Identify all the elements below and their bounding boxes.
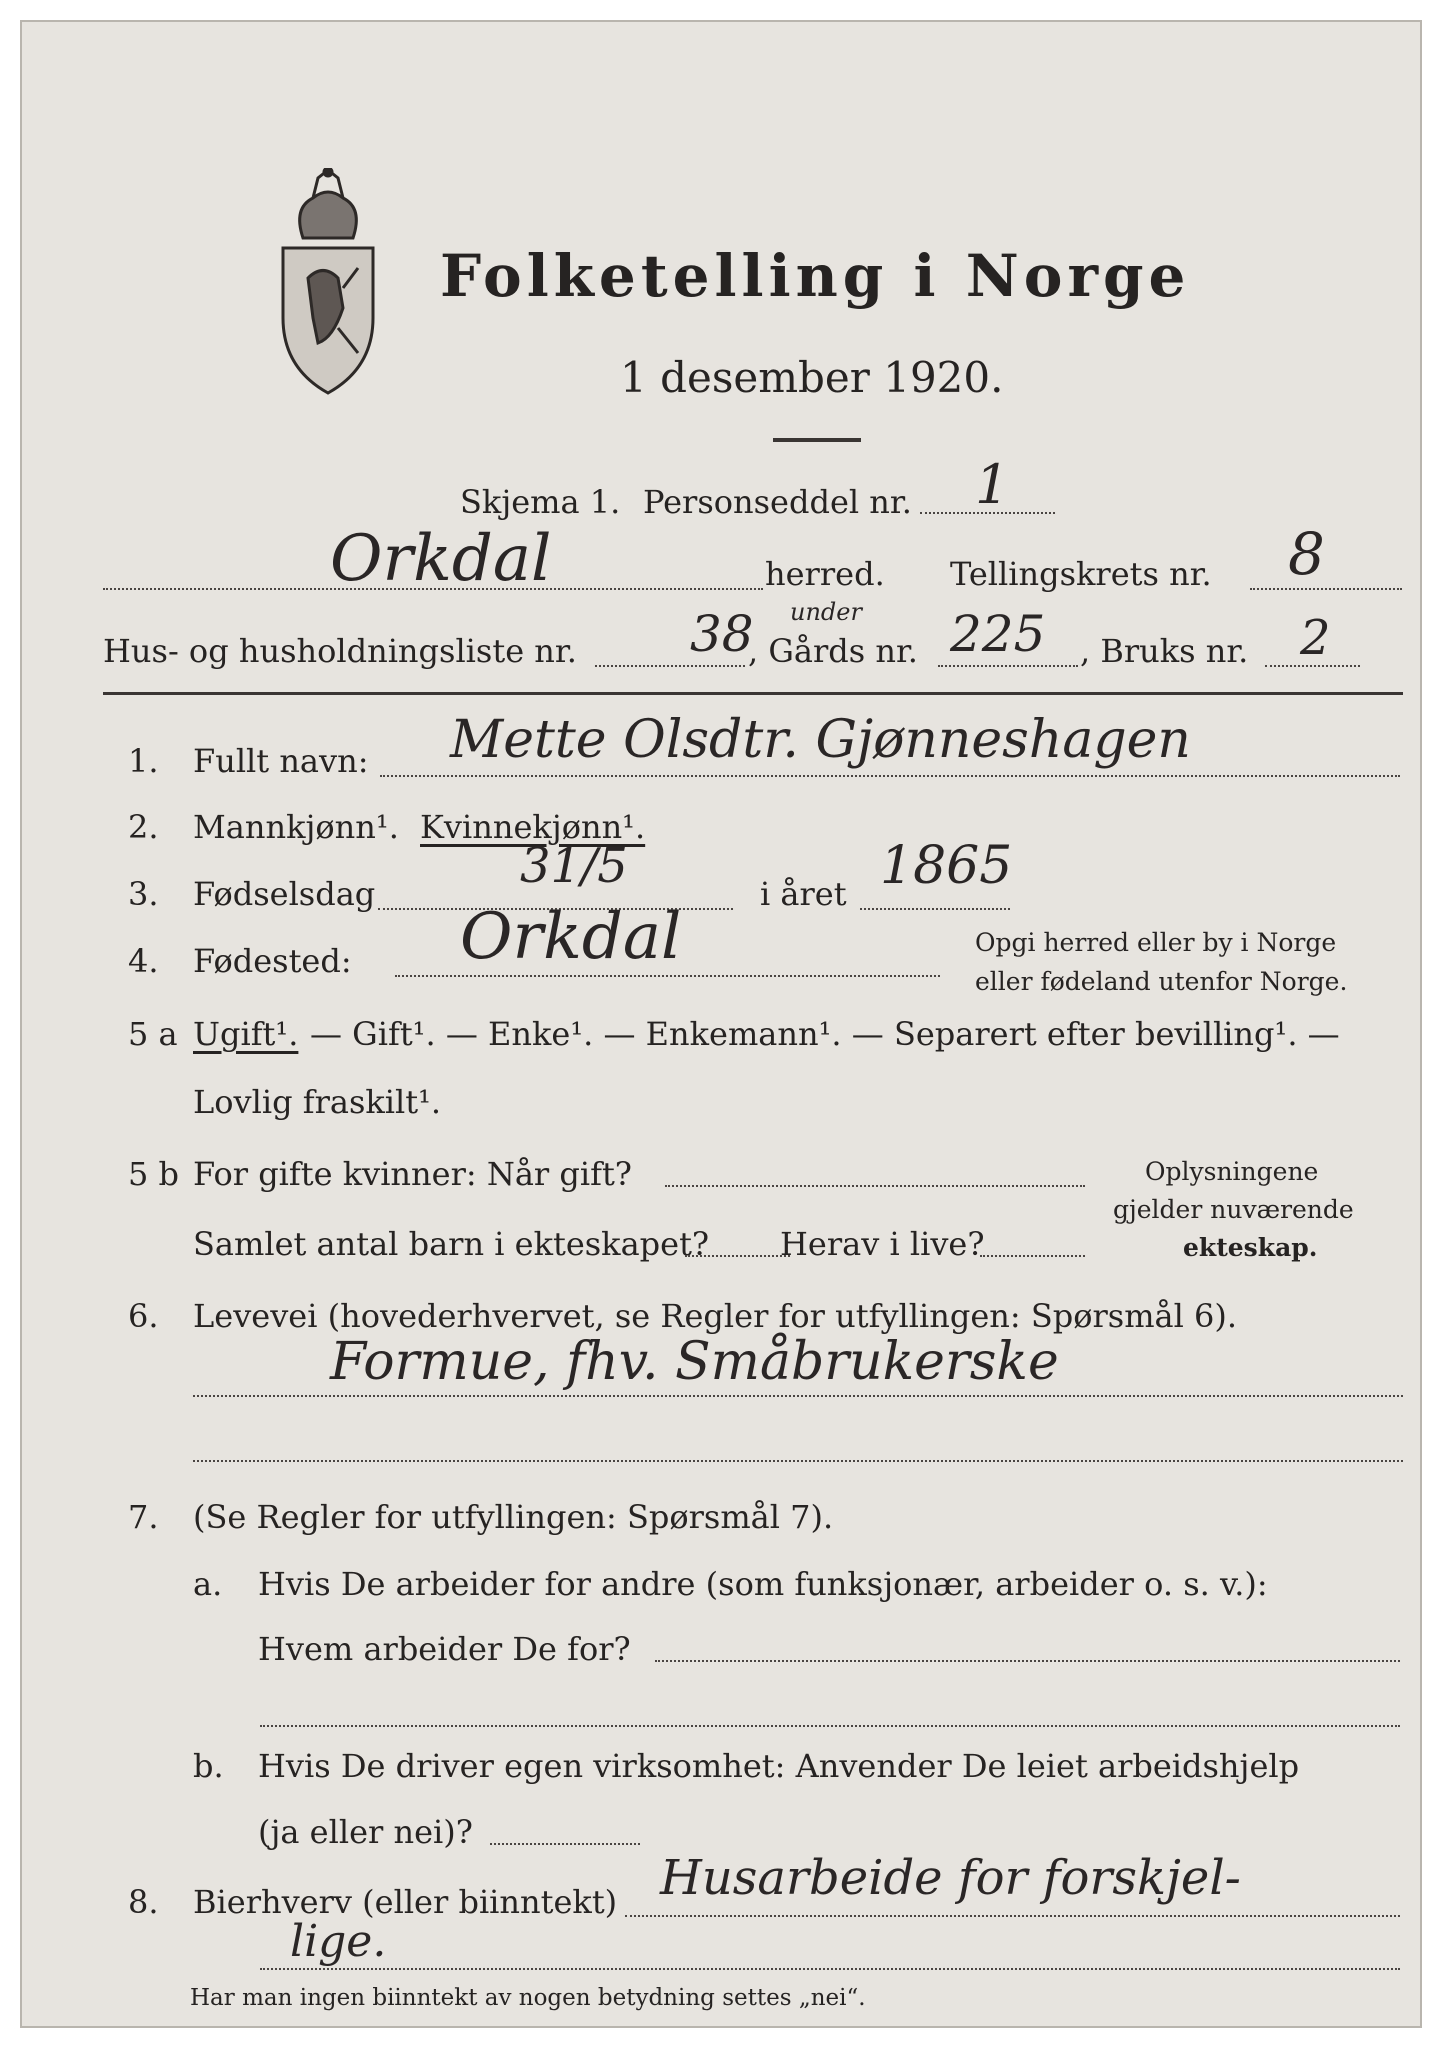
tellingskrets-field[interactable] xyxy=(1250,588,1402,590)
birthplace-field[interactable] xyxy=(395,975,940,977)
q7-label: (Se Regler for utfyllingen: Spørsmål 7). xyxy=(193,1498,834,1536)
marital-options[interactable]: — Gift¹. — Enke¹. — Enkemann¹. — Separert efter bevilling¹. — xyxy=(310,1015,1340,1053)
employer-field-2[interactable] xyxy=(260,1725,1400,1727)
side-income-value-2: lige. xyxy=(290,1916,387,1967)
year-label: i året xyxy=(760,875,847,913)
alive-label: Herav i live? xyxy=(780,1225,985,1263)
q2-number: 2. xyxy=(128,808,159,846)
female-option[interactable]: Kvinnekjønn¹. xyxy=(420,808,646,846)
q8-number: 8. xyxy=(128,1883,159,1921)
skjema-label: Skjema 1. xyxy=(460,483,621,521)
q5b-label: For gifte kvinner: Når gift? xyxy=(193,1155,632,1193)
q5a-number: 5 a xyxy=(128,1015,178,1053)
q8-label: Bierhverv (eller biinntekt) xyxy=(193,1883,618,1921)
occupation-field-2[interactable] xyxy=(193,1460,1403,1462)
q4-number: 4. xyxy=(128,942,159,980)
birth-year-field[interactable] xyxy=(860,908,1010,910)
hus-field[interactable] xyxy=(595,665,745,667)
q3-label: Fødselsdag xyxy=(193,875,376,913)
q7a-label: Hvis De arbeider for andre (som funksjonær, arbeider o. s. v.): xyxy=(258,1565,1268,1603)
marriage-note-2: gjelder nuværende xyxy=(1113,1195,1354,1224)
occupation-value: Formue, fhv. Småbrukerske xyxy=(330,1332,1059,1392)
children-label: Samlet antal barn i ekteskapet? xyxy=(193,1225,710,1263)
q7a-label-2: Hvem arbeider De for? xyxy=(258,1630,631,1668)
form-title: Folketelling i Norge xyxy=(440,242,1191,310)
hus-label: Hus- og husholdningsliste nr. xyxy=(103,632,577,670)
q7b-number: b. xyxy=(193,1747,224,1785)
q4-label: Fødested: xyxy=(193,942,352,980)
side-income-value: Husarbeide for forskjel- xyxy=(660,1850,1241,1906)
hired-help-field[interactable] xyxy=(490,1843,640,1845)
q6-label: Levevei (hovederhvervet, se Regler for utfyllingen: Spørsmål 6). xyxy=(193,1297,1238,1335)
q1-number: 1. xyxy=(128,742,159,780)
ugift-option[interactable]: Ugift¹. xyxy=(193,1015,299,1053)
birthplace-note-1: Opgi herred eller by i Norge xyxy=(975,928,1337,957)
footer-note: Har man ingen biinntekt av nogen betydning settes „nei“. xyxy=(190,1985,866,2011)
full-name-field[interactable] xyxy=(380,775,1400,777)
male-option[interactable]: Mannkjønn¹. xyxy=(193,808,399,846)
census-form-sheet xyxy=(20,20,1422,2028)
coat-of-arms-icon xyxy=(263,168,393,398)
q3-number: 3. xyxy=(128,875,159,913)
birthplace-note-2: eller fødeland utenfor Norge. xyxy=(975,967,1348,996)
tellingskrets-label: Tellingskrets nr. xyxy=(950,555,1212,593)
herred-label: herred. xyxy=(765,555,885,593)
lovlig-fraskilt-option[interactable]: Lovlig fraskilt¹. xyxy=(193,1083,442,1121)
q7a-number: a. xyxy=(193,1565,223,1603)
q6-number: 6. xyxy=(128,1297,159,1335)
q7b-label-2: (ja eller nei)? xyxy=(258,1813,473,1851)
children-count-field[interactable] xyxy=(685,1255,790,1257)
side-income-field-2[interactable] xyxy=(260,1968,1400,1970)
header-rule xyxy=(103,692,1403,695)
married-when-field[interactable] xyxy=(665,1185,1085,1187)
children-alive-field[interactable] xyxy=(980,1255,1085,1257)
bruks-label: , Bruks nr. xyxy=(1080,632,1249,670)
q7b-label: Hvis De driver egen virksomhet: Anvender De leiet arbeidshjelp xyxy=(258,1747,1300,1785)
personseddel-value: 1 xyxy=(975,453,1010,516)
full-name-value: Mette Olsdtr. Gjønneshagen xyxy=(450,710,1191,770)
tellingskrets-value: 8 xyxy=(1288,520,1325,588)
gards-note: under xyxy=(790,598,862,626)
q7-number: 7. xyxy=(128,1498,159,1536)
birth-year-value: 1865 xyxy=(880,836,1013,896)
q1-label: Fullt navn: xyxy=(193,742,369,780)
personseddel-label: Personseddel nr. xyxy=(643,483,912,521)
hus-value: 38 xyxy=(690,605,754,663)
title-divider xyxy=(773,438,861,442)
gards-value: 225 xyxy=(950,605,1046,663)
occupation-field[interactable] xyxy=(193,1395,1403,1397)
side-income-field[interactable] xyxy=(625,1915,1400,1917)
bruks-value: 2 xyxy=(1300,610,1331,666)
marriage-note-1: Oplysningene xyxy=(1145,1157,1319,1186)
birthplace-value: Orkdal xyxy=(460,900,682,974)
q5b-number: 5 b xyxy=(128,1155,180,1193)
birthday-value: 31/5 xyxy=(520,838,628,894)
gards-label: , Gårds nr. xyxy=(748,632,918,670)
census-date: 1 desember 1920. xyxy=(620,353,1004,402)
herred-value: Orkdal xyxy=(330,522,552,596)
employer-field[interactable] xyxy=(655,1660,1400,1662)
gards-field[interactable] xyxy=(938,665,1078,667)
marriage-note-3: ekteskap. xyxy=(1183,1233,1318,1262)
